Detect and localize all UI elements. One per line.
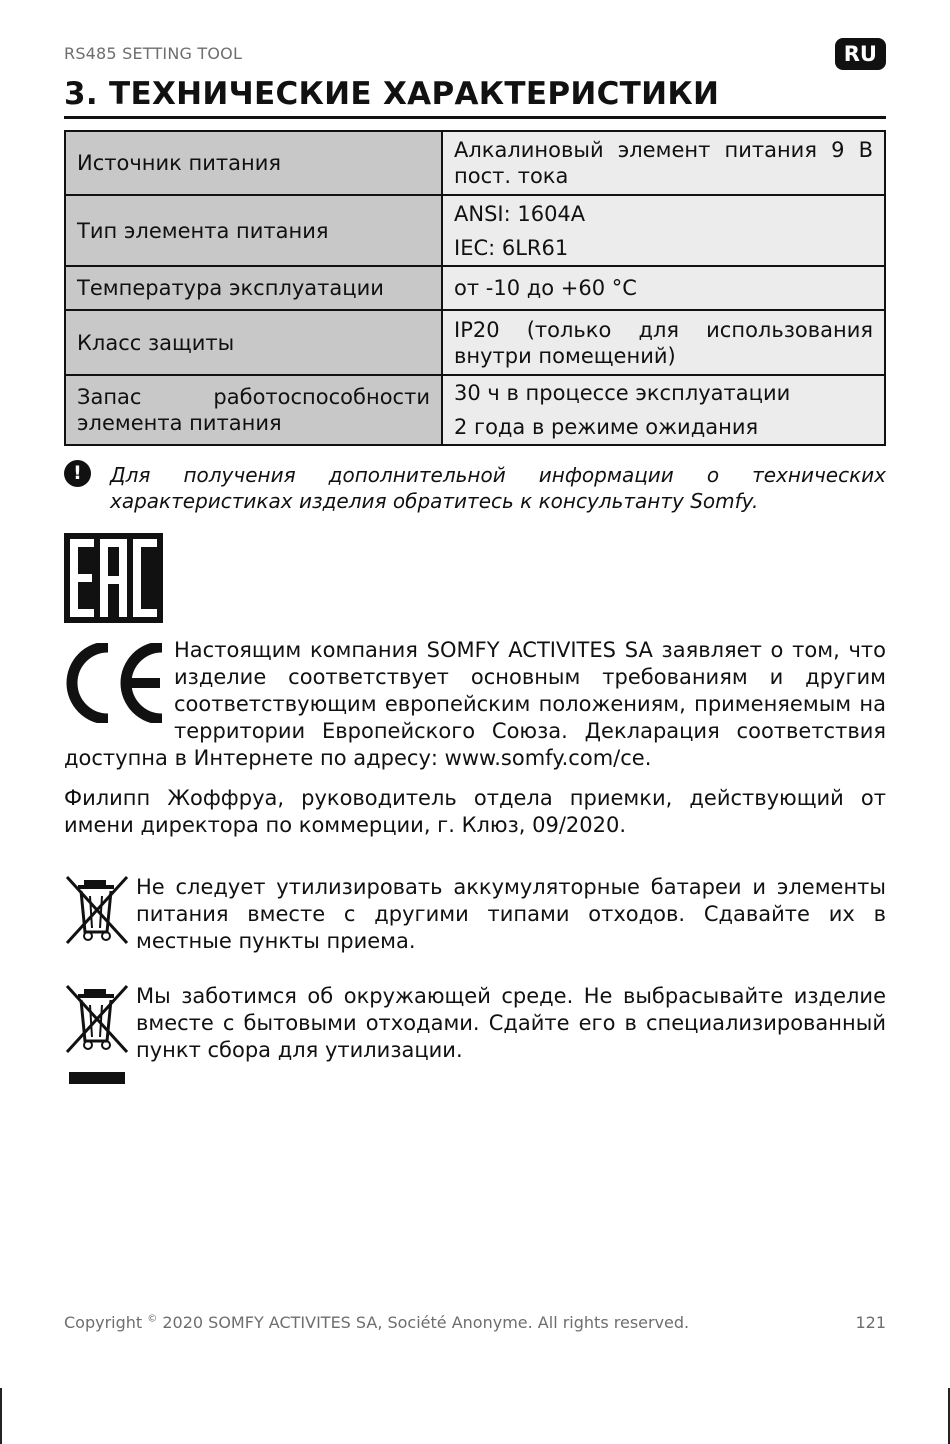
- battery-disposal-text: Не следует утилизировать аккумуляторные батареи и элементы питания вместе с другими типами отходов. Сдавайте их в местные пункты приема.: [136, 875, 886, 953]
- copyright-prefix: Copyright: [64, 1313, 143, 1332]
- spec-value-line: IEC: 6LR61: [454, 235, 569, 260]
- spec-value: Алкалиновый элемент питания 9 В пост. тока: [442, 131, 885, 195]
- battery-disposal-block: [64, 874, 886, 955]
- section-title: 3. ТЕХНИЧЕСКИЕ ХАРАКТЕРИСТИКИ: [64, 76, 886, 119]
- spec-value: [442, 195, 885, 266]
- copyright-rest: 2020 SOMFY ACTIVITES SA, Société Anonyme. All rights reserved.: [162, 1313, 690, 1332]
- signature-text: Филипп Жоффруа, руководитель отдела приемки, действующий от имени директора по коммерции, г. Клюз, 09/2020.: [64, 786, 886, 837]
- table-row: [65, 195, 885, 266]
- exclamation-icon: !: [64, 460, 91, 487]
- spec-value-line: ANSI: 1604A: [454, 201, 586, 226]
- spec-table: [64, 130, 886, 446]
- note-text: Для получения дополнительной информации о технических характеристиках изделия обратитесь к консультанту Somfy.: [110, 463, 886, 513]
- table-row: [65, 310, 885, 375]
- table-row: [65, 375, 885, 445]
- spec-value-line: 30 ч в процессе эксплуатации: [454, 381, 791, 405]
- ce-declaration-block: [64, 637, 886, 772]
- language-badge: RU: [835, 38, 886, 70]
- copyright: [64, 1313, 689, 1332]
- spec-value: IP20 (только для использования внутри помещений): [442, 310, 885, 375]
- spec-label: Тип элемента питания: [65, 195, 442, 266]
- page-number: 121: [855, 1313, 886, 1332]
- copyright-symbol: ©: [147, 1313, 158, 1325]
- spec-label: Источник питания: [65, 131, 442, 195]
- spec-value: от -10 до +60 °C: [442, 266, 885, 310]
- ce-mark-icon: [64, 643, 166, 723]
- running-head: RS485 SETTING TOOL: [64, 44, 243, 63]
- spec-label: Запас работоспособности элемента питания: [65, 375, 442, 445]
- spec-value-line: 2 года в режиме ожидания: [454, 415, 759, 439]
- product-disposal-block: [64, 983, 886, 1064]
- ce-declaration-text: Настоящим компания SOMFY ACTIVITES SA заявляет о том, что изделие соответствует основным требованиям и другим соответствующим европейским положениям, применяемым на территории Европейского Союза. Декларация соответствия доступна в Интернете по адресу: www.somfy.com/ce.: [64, 638, 886, 770]
- eac-logo-icon: [64, 533, 163, 623]
- product-disposal-text: Мы заботимся об окружающей среде. Не выбрасывайте изделие вместе с бытовыми отходами. Сдайте его в специализированный пункт сбора для утилизации.: [136, 984, 886, 1062]
- spec-value: [442, 375, 885, 445]
- spec-label: Температура эксплуатации: [65, 266, 442, 310]
- table-row: [65, 266, 885, 310]
- page-edge-left: [0, 1388, 2, 1444]
- crossed-out-bin-with-bar-icon: [64, 983, 130, 1087]
- crossed-out-bin-icon: [64, 874, 130, 946]
- table-row: [65, 131, 885, 195]
- spec-label: Класс защиты: [65, 310, 442, 375]
